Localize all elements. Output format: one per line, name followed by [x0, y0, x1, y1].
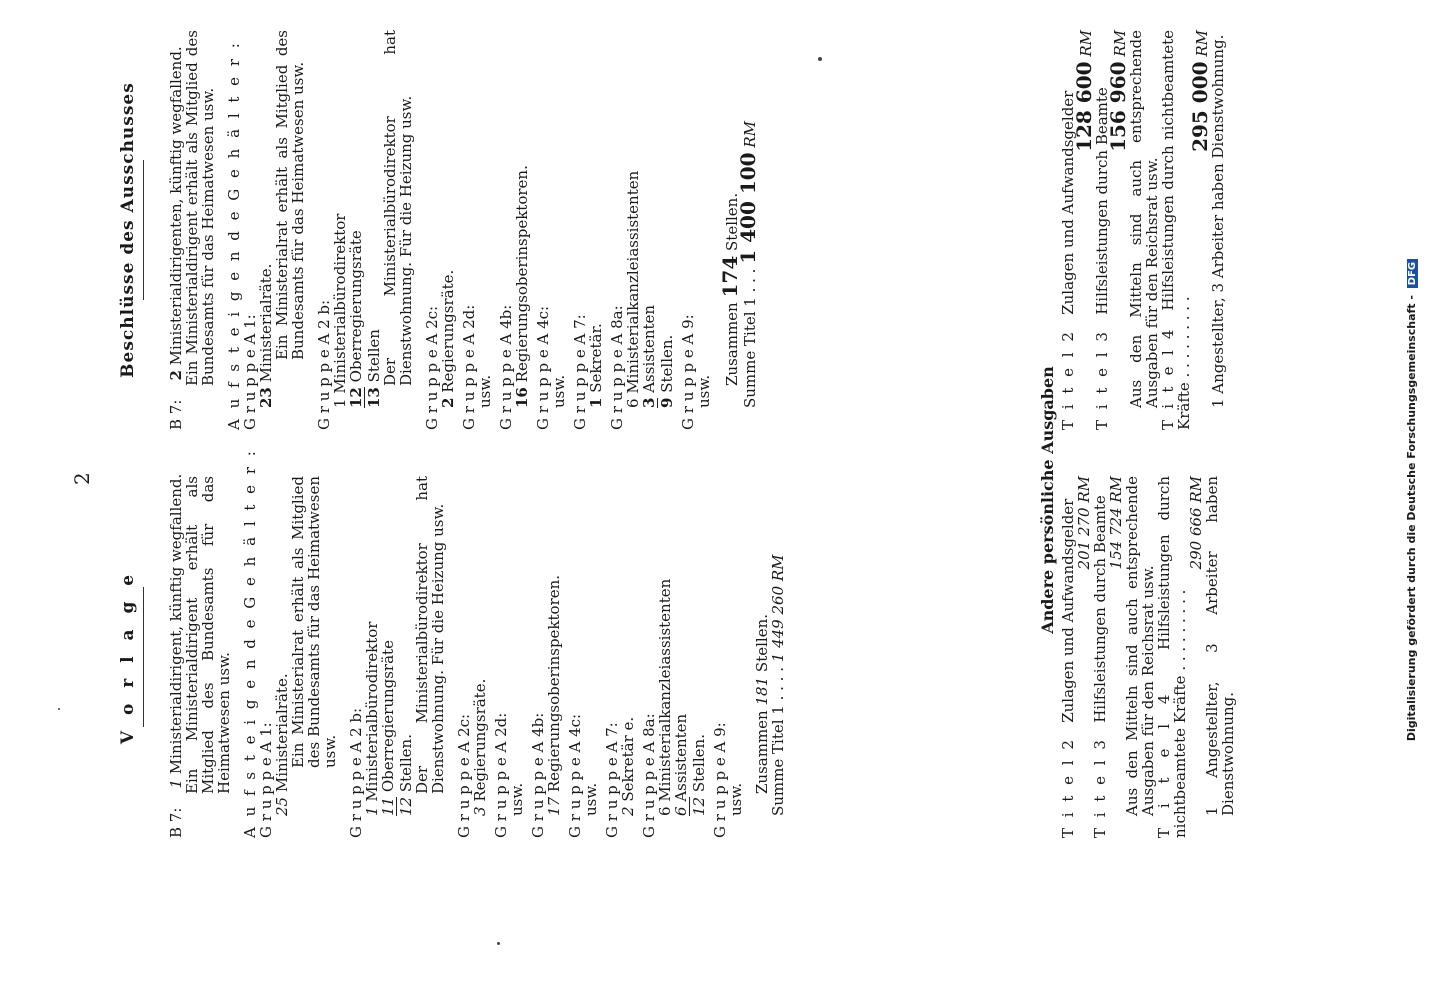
- right-a2b-note: Der Ministerialbürodirektor hat Dienstwohnung. Für die Heizung usw.: [381, 30, 415, 386]
- left-t3-amount: 154 724 RM: [1107, 476, 1125, 570]
- right-group-a2d: G r u p p e A 2d:: [460, 304, 478, 430]
- left-group-a4c: G r u p p e A 4c:: [566, 713, 584, 838]
- right-titles: [1060, 30, 1226, 430]
- left-a2b-sum-num: 12: [397, 796, 415, 816]
- left-a2b-2-num: 11: [379, 796, 397, 816]
- left-ab-heading: A u f s t e i g e n d e G e h ä l t e r :: [241, 448, 259, 838]
- right-summe-amount: 1 400 100: [736, 152, 760, 264]
- left-group-a4b: G r u p p e A 4b:: [529, 712, 547, 838]
- left-a8a-1: [657, 476, 673, 838]
- right-group-a2c: G r u p p e A 2c:: [423, 305, 441, 430]
- scan-speck: [58, 708, 60, 710]
- dfg-attribution: [1405, 0, 1418, 1000]
- left-a4b-num: 17: [545, 796, 563, 816]
- right-a9-text: usw.: [695, 374, 713, 408]
- left-summe: [770, 476, 786, 838]
- left-t3-line: [1092, 476, 1108, 838]
- left-a7-text: Sekretär e.: [619, 716, 637, 802]
- left-zus-num: 181: [753, 676, 771, 706]
- right-a8a-2-num: 3: [640, 397, 658, 408]
- left-t4-line: [1156, 476, 1188, 838]
- left-b7-num: 1: [167, 778, 185, 789]
- left-a2b-1-text: Ministerialbürodirektor: [363, 621, 381, 802]
- right-a2b-1-num: 1: [331, 398, 349, 408]
- right-a2c-line: [440, 30, 456, 430]
- left-t3-label: T i t e l 3: [1091, 737, 1109, 838]
- left-a8a-1-num: 6: [656, 806, 674, 816]
- right-heading: Beschlüsse des Ausschusses: [118, 82, 138, 378]
- left-t4-note: 1 Angestellter, 3 Arbeiter haben Dienstwohnung.: [1203, 476, 1237, 816]
- left-b7-label: B 7:: [167, 807, 185, 838]
- right-t3-text: Hilfsleistungen durch Beamte: [1093, 87, 1111, 315]
- left-a8a-1-text: Ministerialkanzleiassistenten: [656, 578, 674, 802]
- left-a2c-line: [472, 476, 488, 838]
- right-a8a-1: [625, 30, 641, 430]
- page-number: 2: [70, 472, 94, 485]
- left-a8a-sum: [689, 476, 707, 838]
- left-group-a7: G r u p p e A 7:: [603, 722, 621, 838]
- left-a9-text: usw.: [727, 782, 745, 816]
- left-group-a1: G r u p p e A 1:: [257, 722, 275, 838]
- left-a8a-2-num: 6: [672, 806, 690, 816]
- right-a2b-sum-num: 13: [365, 387, 383, 408]
- left-t2-label: T i t e l 2: [1059, 737, 1077, 838]
- left-b7-note: Ein Ministerialdirigent erhält als Mitglied des Bundesamts für das Heimatwesen usw.: [183, 476, 233, 794]
- left-t4-label: T i t e l 4: [1155, 691, 1173, 838]
- right-a7-text: Sekretär.: [587, 323, 605, 393]
- left-zus-label: Zusammen: [753, 710, 771, 794]
- right-a8a-sum-num: 9: [658, 397, 676, 408]
- right-summe: [736, 30, 760, 430]
- right-a1-line: [258, 30, 274, 430]
- right-t3-label: T i t e l 3: [1093, 329, 1111, 430]
- left-a2c-text: Regierungsräte.: [471, 678, 489, 802]
- right-a2b-2-num: 12: [347, 387, 365, 408]
- right-t3-amount-line: [1106, 30, 1130, 430]
- right-a8a-sum-text: Stellen.: [658, 334, 676, 393]
- right-zus-text: Stellen.: [723, 192, 741, 251]
- left-a4b-text: Regierungsoberinspektoren.: [545, 574, 563, 793]
- scan-speck: [818, 57, 822, 61]
- left-a2b-note: Der Ministerialbürodirektor hat Dienstwohnung. Für die Heizung usw.: [413, 476, 447, 794]
- left-a7-line: [620, 476, 636, 838]
- right-a2b-2-text: Oberregierungsräte: [347, 230, 365, 383]
- left-group-a2d: G r u p p e A 2d:: [492, 712, 510, 838]
- right-t4-amount-line: [1188, 30, 1212, 430]
- right-t4-amount: 295 000: [1188, 61, 1212, 152]
- right-t2-amount: 128 600: [1072, 61, 1096, 152]
- right-a4c-text: usw.: [550, 374, 568, 408]
- right-summe-unit: RM: [741, 120, 759, 148]
- right-ab-heading: A u f s t e i g e n d e G e h ä l t e r :: [225, 40, 243, 430]
- left-a2b-2-text: Oberregierungsräte: [379, 640, 397, 793]
- left-a2b-1-num: 1: [363, 806, 381, 816]
- right-a7-line: [588, 30, 604, 430]
- right-a1-note: Ein Ministerialrat erhält als Mitglied des Bundesamts für das Heimatwesen usw.: [273, 30, 307, 360]
- left-t3-text: Hilfsleistungen durch Beamte: [1091, 495, 1109, 723]
- right-group-a8a: G r u p p e A 8a:: [608, 305, 626, 430]
- right-t2-text: Zulagen und Aufwandsgelder: [1059, 90, 1077, 315]
- right-b7-text: Ministerialdirigenten, künftig wegfallend.: [167, 46, 185, 366]
- right-group-a2b: G r u p p e A 2 b:: [315, 299, 333, 430]
- right-a2c-text: Regierungsräte.: [439, 269, 457, 393]
- left-a7-num: 2: [619, 806, 637, 816]
- left-a4b-line: [546, 476, 562, 838]
- left-summe-amount: 1 449 260 RM: [769, 554, 787, 663]
- left-t2-amount: 201 270 RM: [1075, 476, 1093, 570]
- right-zus-label: Zusammen: [723, 302, 741, 386]
- left-group-a8a: G r u p p e A 8a:: [640, 713, 658, 838]
- right-summe-label: Summe Titel 1 . . .: [741, 268, 759, 408]
- right-t2-unit: RM: [1077, 30, 1095, 57]
- left-group-a2b: G r u p p e A 2 b:: [347, 707, 365, 838]
- right-t2-label: T i t e l 2: [1059, 329, 1077, 430]
- right-a8a-1-text: Ministerialkanzleiassistenten: [624, 170, 642, 394]
- left-t4-amount: 290 666 RM: [1187, 476, 1205, 570]
- right-group-a4b: G r u p p e A 4b:: [497, 304, 515, 430]
- left-t3-note: Aus den Mitteln sind auch entsprechende Ausgaben für den Reichsrat usw.: [1123, 476, 1157, 816]
- left-heading: V o r l a g e: [118, 569, 138, 745]
- section-heading: Andere persönliche Ausgaben: [1038, 366, 1057, 634]
- right-a2b-sum-text: Stellen: [365, 329, 383, 383]
- left-a8a-2-text: Assistenten: [672, 713, 690, 802]
- left-a1-text: Ministerialräte.: [273, 673, 291, 793]
- right-a2b-sum: [364, 30, 382, 430]
- dfg-attribution-text: Digitalisierung gefördert durch die Deutsche Forschungsgemeinschaft -: [1405, 295, 1418, 742]
- left-a8a-sum-text: Stellen.: [690, 734, 708, 793]
- left-zusammen: [754, 476, 770, 838]
- right-t3-note: Aus den Mitteln sind auch entsprechende Ausgaben für den Reichsrat usw.: [1127, 30, 1161, 408]
- right-t4-note: 1 Angestellter, 3 Arbeiter haben Dienstwohnung.: [1209, 34, 1227, 408]
- left-t2-text: Zulagen und Aufwandsgelder: [1059, 498, 1077, 723]
- left-a4c-text: usw.: [582, 782, 600, 816]
- right-a8a-1-num: 6: [624, 398, 642, 408]
- left-a2b-sum-text: Stellen.: [397, 734, 415, 793]
- left-zus-text: Stellen.: [753, 613, 771, 673]
- left-a2c-num: 3: [471, 806, 489, 816]
- right-a1-num: 23: [257, 387, 275, 408]
- right-t3-unit: RM: [1111, 30, 1129, 57]
- right-a8a-2: [641, 30, 657, 430]
- left-group-a2c: G r u p p e A 2c:: [455, 713, 473, 838]
- right-a1-text: Ministerialräte.: [257, 263, 275, 383]
- scan-speck: [497, 942, 500, 945]
- right-column: [168, 30, 758, 430]
- right-t4-unit: RM: [1193, 30, 1211, 57]
- right-t4-text: Hilfsleistungen durch nichtbeamtete Kräfte . . . . . . . . .: [1159, 30, 1193, 430]
- left-summe-label: Summe Titel 1 . . . .: [769, 667, 787, 816]
- right-group-a1: G r u p p e A 1:: [241, 314, 259, 430]
- right-b7-label: B 7:: [167, 399, 185, 430]
- right-group-a7: G r u p p e A 7:: [571, 314, 589, 430]
- left-b7-line: [167, 473, 185, 838]
- right-a2d-text: usw.: [476, 374, 494, 408]
- left-a8a-2: [673, 476, 689, 838]
- right-a2b-1-text: Ministerialbürodirektor: [331, 213, 349, 394]
- left-b7-text: Ministerialdirigent, künftig wegfallend.: [167, 473, 185, 775]
- left-a1-note: Ein Ministerialrat erhält als Mitglied des Bundesamts für das Heimatwesen usw.: [289, 476, 339, 768]
- right-b7-line: [168, 30, 184, 430]
- left-a8a-sum-num: 12: [690, 796, 708, 816]
- right-b7-num: 2: [167, 370, 185, 381]
- right-zus-num: 174: [718, 255, 742, 298]
- right-a2b-2: [348, 30, 364, 430]
- right-group-a4c: G r u p p e A 4c:: [534, 305, 552, 430]
- right-a2b-1: [332, 30, 348, 430]
- left-a2d-text: usw.: [508, 782, 526, 816]
- right-a4b-text: Regierungsoberinspektoren.: [513, 165, 531, 383]
- left-a2b-sum: [396, 476, 414, 838]
- dfg-logo: DFG: [1407, 259, 1418, 288]
- left-a1-line: [274, 476, 290, 838]
- right-t2-amount-line: [1072, 30, 1096, 430]
- left-a1-num: 25: [273, 796, 291, 816]
- left-a2b-2: [380, 476, 396, 838]
- right-a4b-num: 16: [513, 387, 531, 408]
- right-t4-label: T i t e l 4: [1159, 326, 1177, 430]
- right-t3-amount: 156 960: [1106, 61, 1130, 152]
- left-t2-line: [1060, 476, 1076, 838]
- left-t4-text: Hilfsleistungen durch nichtbeamtete Kräfte . . . . . . . . .: [1155, 476, 1189, 838]
- right-group-a9: G r u p p e A 9:: [679, 314, 697, 430]
- left-a2b-1: [364, 476, 380, 838]
- left-titles: [1060, 476, 1236, 838]
- right-a7-num: 1: [587, 397, 605, 408]
- left-heading-rule: [143, 587, 144, 727]
- left-group-a9: G r u p p e A 9:: [711, 722, 729, 838]
- right-a8a-2-text: Assistenten: [640, 304, 658, 393]
- right-heading-rule: [143, 160, 144, 300]
- right-b7-note: Ein Ministerialdirigent erhält als Mitglied des Bundesamts für das Heimatwesen usw.: [183, 30, 217, 386]
- right-a4b-line: [514, 30, 530, 430]
- left-column: [167, 448, 787, 838]
- right-a8a-sum: [657, 30, 675, 430]
- right-a2c-num: 2: [439, 397, 457, 408]
